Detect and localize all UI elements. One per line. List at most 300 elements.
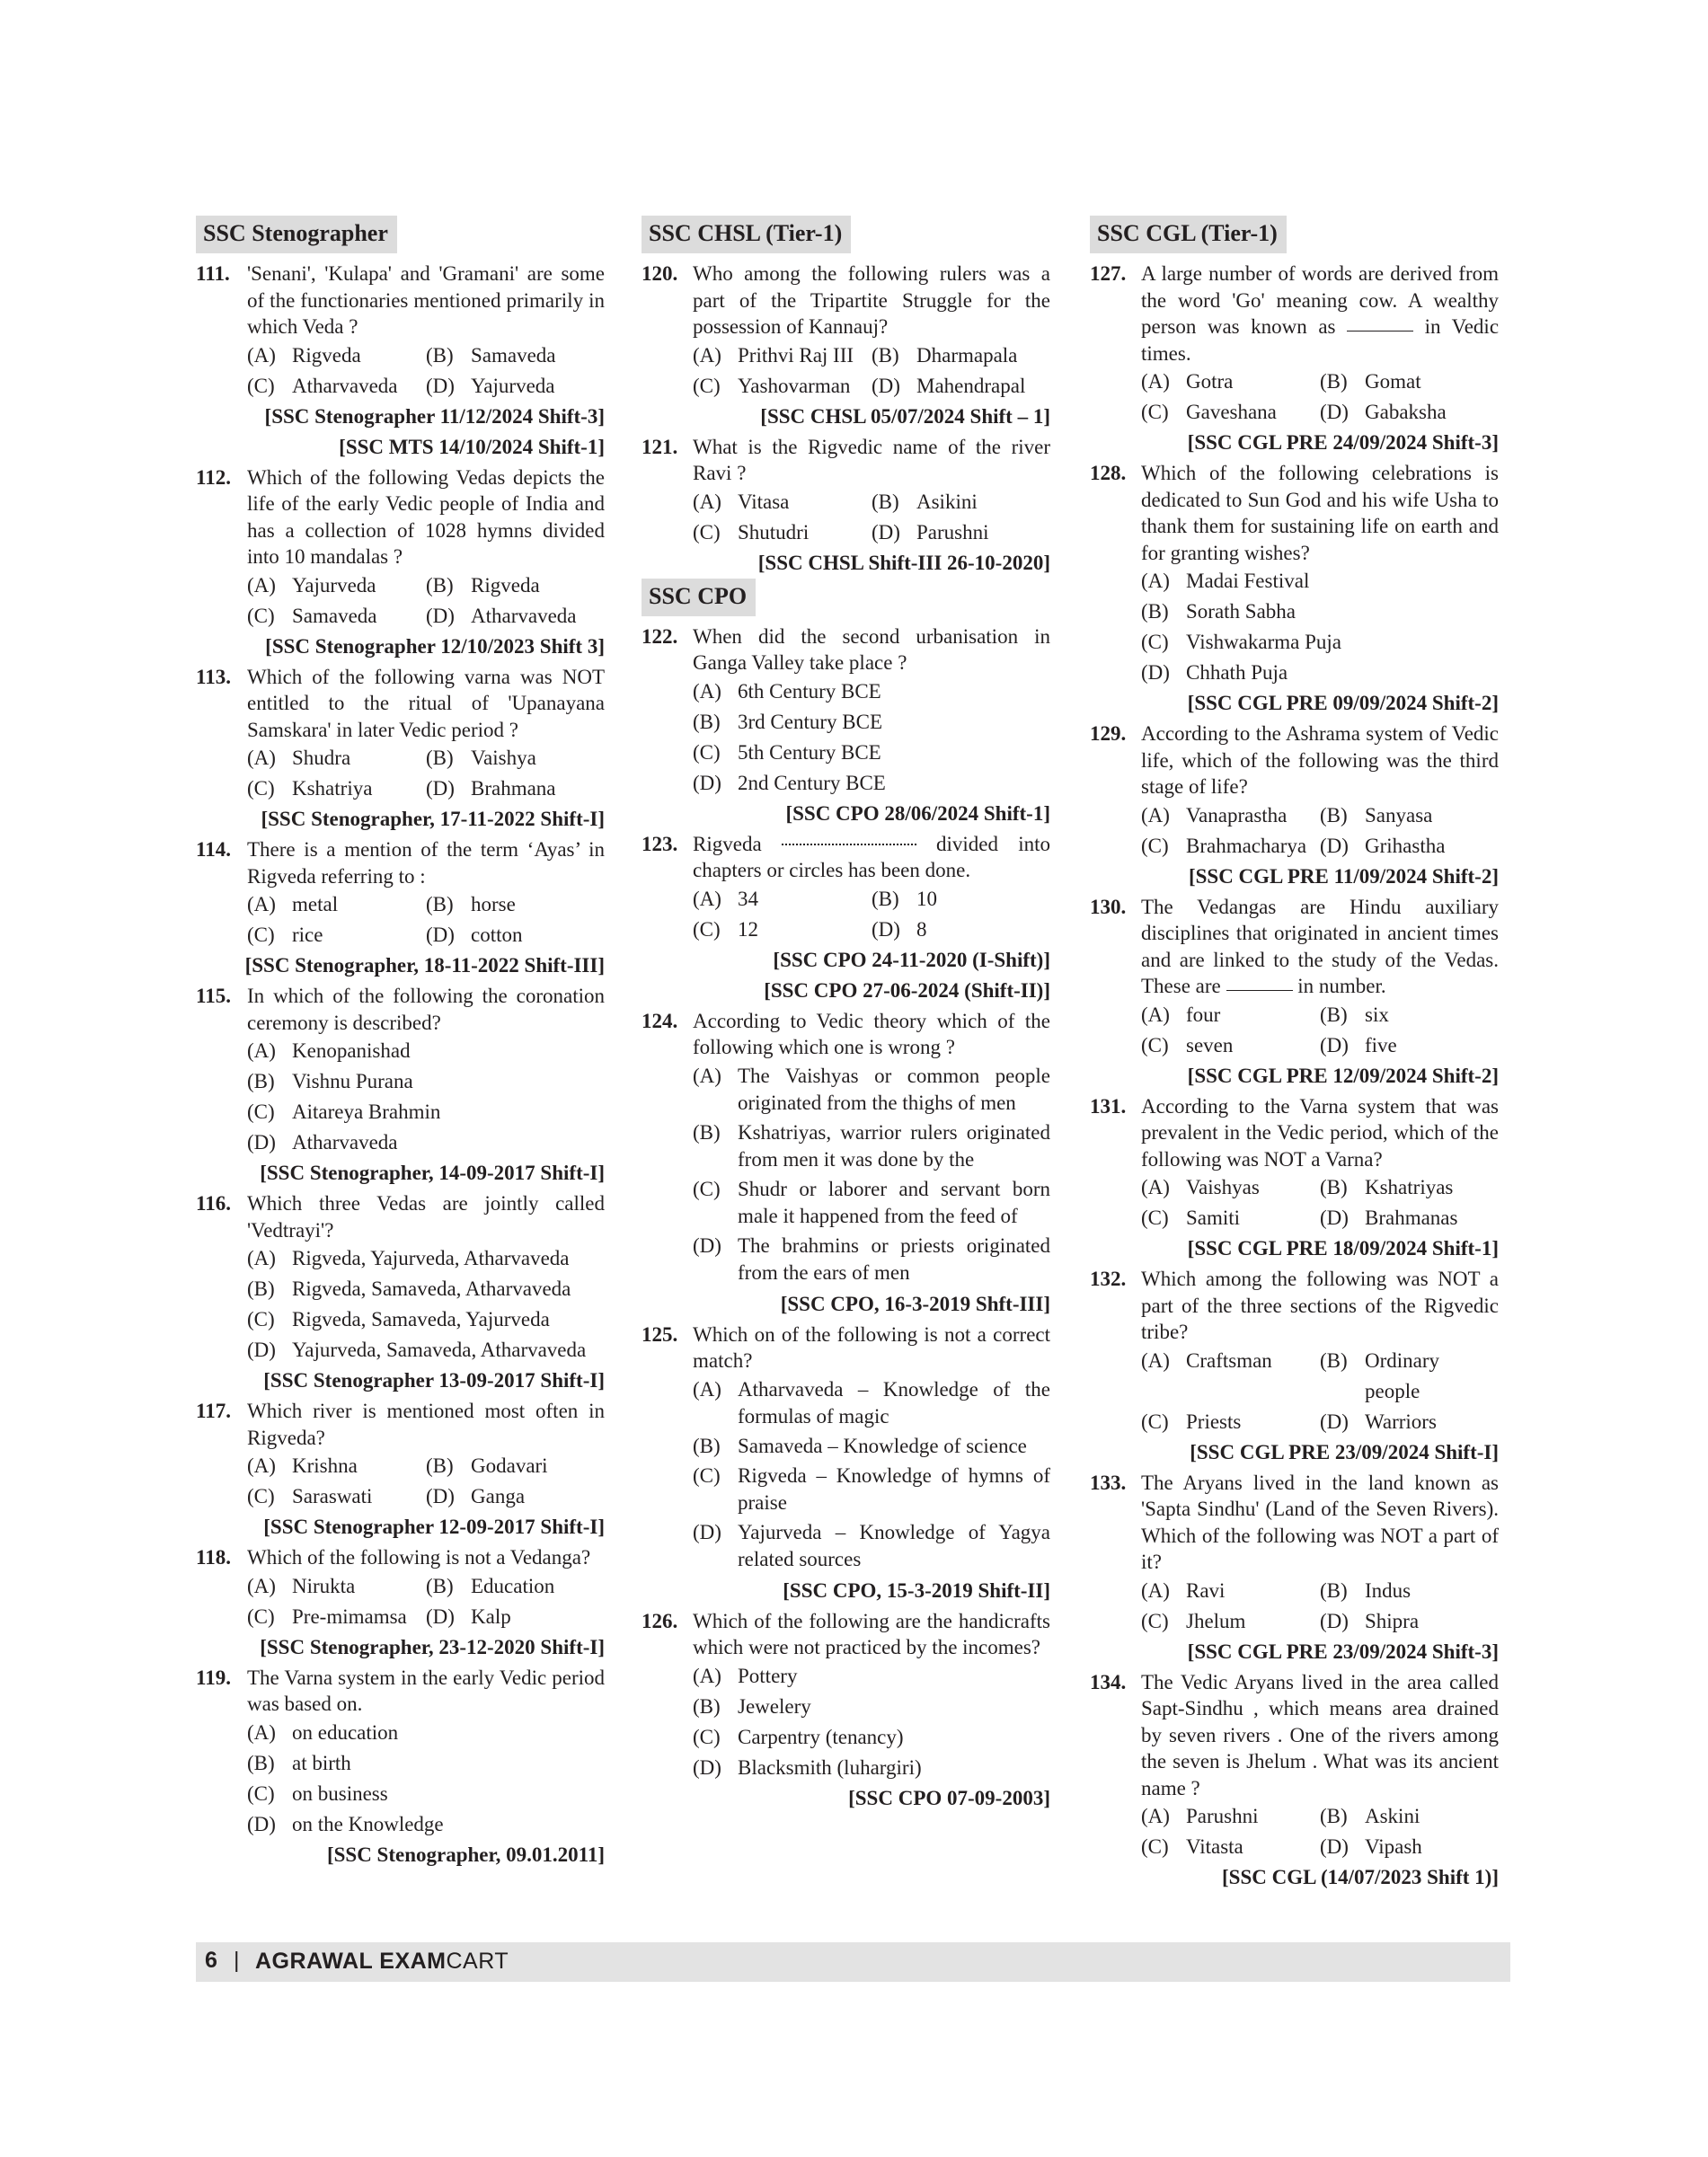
option-text: Brahmanas: [1365, 1207, 1458, 1229]
option-text: Samiti: [1186, 1207, 1241, 1229]
option-letter: (B): [1320, 1578, 1348, 1602]
question-text: There is a mention of the term ‘Ayas’ in Rigveda referring to :: [247, 838, 605, 888]
option-text: six: [1365, 1003, 1389, 1026]
option-row: [1141, 627, 1499, 658]
option-text: on education: [292, 1720, 399, 1744]
option-text: 12: [738, 917, 758, 941]
option: [247, 1779, 388, 1809]
option: [693, 1692, 811, 1722]
question: [196, 1665, 605, 1718]
question: [1090, 1470, 1499, 1576]
question-block: [1090, 460, 1499, 719]
option-row: [693, 487, 1050, 517]
option-letter: (D): [1320, 1835, 1349, 1858]
option-row: [247, 1779, 605, 1809]
question-number: 130.: [1090, 895, 1127, 918]
option-row: [693, 1692, 1050, 1722]
option-text: Godavari: [471, 1454, 548, 1477]
option-text: Priests: [1186, 1410, 1242, 1433]
question: [642, 623, 1050, 676]
option-text: Vaishya: [471, 747, 536, 769]
option-letter: (B): [247, 1751, 275, 1774]
option-text: Vanaprastha: [1186, 803, 1288, 827]
question-number: 134.: [1090, 1670, 1127, 1693]
option-letter: (C): [1141, 631, 1169, 653]
option-letter: (A): [693, 1664, 721, 1687]
option: [872, 915, 1050, 945]
question-text: Which three Vedas are jointly called 'Vedtrayi'?: [247, 1192, 605, 1242]
option-letter: (C): [1141, 1609, 1169, 1632]
option-row: [247, 1304, 605, 1335]
option: [426, 1602, 605, 1632]
option-letter: (A): [1141, 370, 1170, 393]
options: [1141, 1346, 1499, 1437]
question: [196, 1544, 605, 1571]
option-letter: (D): [1320, 1033, 1349, 1056]
option-letter: (A): [1141, 570, 1170, 592]
option: [247, 601, 426, 632]
option: [1141, 397, 1320, 428]
options: [693, 1063, 1050, 1286]
option-row: [247, 1571, 605, 1602]
option-letter: (B): [426, 343, 454, 367]
option: [693, 1063, 1050, 1117]
option-text: 5th Century BCE: [738, 740, 881, 764]
option-letter: (B): [1320, 1176, 1348, 1198]
option-letter: (C): [693, 917, 721, 941]
option: [426, 570, 605, 601]
option-letter: (B): [693, 1120, 721, 1144]
question-number: 116.: [196, 1192, 231, 1215]
option-letter: (B): [1141, 600, 1169, 623]
option-letter: (C): [1141, 1410, 1169, 1433]
option-letter: (D): [1320, 1609, 1349, 1632]
option-text: Kshatriyas, warrior rulers originated from men it was done by the: [738, 1120, 1050, 1171]
option-letter: (D): [426, 1485, 455, 1507]
question-block: [196, 1190, 605, 1396]
option: [872, 517, 1050, 548]
option-letter: (B): [1320, 1003, 1348, 1026]
section-heading: SSC CPO: [642, 579, 756, 616]
option: [247, 1451, 426, 1481]
option-letter: (A): [247, 1454, 276, 1477]
options: [1141, 1801, 1499, 1862]
question-block: [1090, 1470, 1499, 1667]
option-text: 34: [738, 887, 758, 910]
option-text: Education: [471, 1574, 555, 1597]
option-text: Vitasta: [1186, 1835, 1243, 1858]
option-text: Nirukta: [292, 1574, 356, 1597]
option: [1320, 1203, 1499, 1233]
question-block: [1090, 1266, 1499, 1468]
option: [247, 889, 426, 920]
option-row: [693, 768, 1050, 799]
option-text: rice: [292, 924, 323, 946]
section-heading: SSC CGL (Tier-1): [1090, 216, 1287, 253]
option: [426, 1571, 605, 1602]
options: [693, 1661, 1050, 1783]
option: [1320, 367, 1499, 397]
options: [693, 340, 1050, 402]
option: [247, 1274, 571, 1304]
option: [1141, 800, 1320, 831]
exam-reference: [SSC Stenographer 12/10/2023 Shift 3]: [265, 634, 605, 658]
options: [1141, 1000, 1499, 1061]
option-letter: (D): [247, 1131, 276, 1154]
option-letter: (B): [426, 893, 454, 915]
option-text: Yajurveda: [471, 374, 555, 397]
option-text: Gotra: [1186, 370, 1234, 393]
option: [1141, 627, 1341, 658]
question-text: Which among the following was NOT a part of the three sections of the Rigvedic tribe?: [1141, 1268, 1499, 1343]
question-text: Which of the following is not a Vedanga?: [247, 1546, 591, 1569]
option-text: 3rd Century BCE: [738, 710, 882, 733]
options: [247, 1243, 605, 1366]
option: [247, 1243, 570, 1274]
question-block: [196, 1665, 605, 1870]
option: [1141, 1203, 1320, 1233]
option-row: [1141, 597, 1499, 627]
option-letter: (C): [1141, 1835, 1169, 1858]
option: [247, 1809, 444, 1840]
option: [247, 1602, 426, 1632]
option: [1141, 1172, 1320, 1203]
option-letter: (D): [1141, 661, 1170, 684]
option-text: Aitareya Brahmin: [292, 1101, 441, 1123]
option-text: Prithvi Raj III: [738, 343, 854, 367]
option-letter: (C): [247, 1101, 275, 1123]
option-text: Gaveshana: [1186, 401, 1277, 423]
question-number: 111.: [196, 262, 230, 285]
question-block: [196, 664, 605, 835]
option-text: Dharmapala: [916, 343, 1018, 367]
option: [247, 371, 426, 402]
question-text: Which of the following celebrations is dedicated to Sun God and his wife Usha to thank them for sustaining life on earth and for granting wishes?: [1141, 462, 1499, 564]
exam-reference: [SSC CGL PRE 11/09/2024 Shift-2]: [1188, 864, 1499, 888]
option-letter: (D): [1320, 834, 1349, 857]
option: [693, 1376, 1050, 1430]
option-row: [693, 340, 1050, 371]
option-text: Samaveda: [292, 604, 377, 627]
option: [1141, 1407, 1320, 1437]
question: [1090, 261, 1499, 367]
option-letter: (A): [1141, 1805, 1170, 1827]
options: [693, 1376, 1050, 1573]
option-letter: (D): [693, 771, 721, 794]
option-row: [1141, 1606, 1499, 1637]
option: [693, 676, 881, 707]
option-letter: (B): [872, 343, 899, 367]
option-text: Rigveda: [292, 343, 361, 367]
option-letter: (A): [247, 1574, 276, 1597]
exam-reference: [SSC Stenographer 13-09-2017 Shift-I]: [263, 1369, 605, 1392]
question-number: 118.: [196, 1546, 231, 1569]
option: [247, 340, 426, 371]
question-block: [642, 1008, 1050, 1320]
option-letter: (D): [426, 374, 455, 397]
question: [1090, 1669, 1499, 1802]
option-row: [693, 676, 1050, 707]
exam-reference: [SSC MTS 14/10/2024 Shift-1]: [339, 435, 605, 458]
question-text: The Aryans lived in the land known as 'Sapta Sindhu' (Land of the Seven Rivers). Which of the following was NOT a part of it?: [1141, 1471, 1499, 1573]
option-text: Ordinary people: [1365, 1348, 1440, 1402]
question-number: 133.: [1090, 1471, 1127, 1494]
option-row: [247, 1718, 605, 1748]
option-letter: (C): [247, 374, 275, 397]
option-text: on business: [292, 1781, 388, 1805]
option-text: Parushni: [1186, 1805, 1259, 1827]
option: [247, 1748, 351, 1779]
option-row: [247, 1809, 605, 1840]
column-2: [642, 216, 1050, 1814]
exam-reference: [SSC Stenographer, 18-11-2022 Shift-III]: [244, 954, 605, 977]
options: [693, 487, 1050, 548]
question-text: The Varna system in the early Vedic period was based on.: [247, 1666, 605, 1715]
column-1: [196, 216, 605, 1870]
option-text: on the Knowledge: [292, 1812, 444, 1835]
option-text: Kalp: [471, 1604, 511, 1628]
option-row: [247, 1274, 605, 1304]
question-text: [693, 831, 1050, 884]
option: [1141, 1346, 1320, 1407]
option-letter: (C): [247, 1485, 275, 1507]
option: [247, 1335, 586, 1366]
option: [1320, 1801, 1499, 1832]
option: [1320, 800, 1499, 831]
option-letter: (D): [693, 1520, 721, 1543]
option: [247, 1036, 411, 1066]
option-text: Atharvaveda – Knowledge of the formulas of magic: [738, 1377, 1050, 1428]
option-letter: (A): [693, 343, 721, 367]
option-letter: (C): [247, 777, 275, 800]
option: [693, 517, 872, 548]
option-row: [247, 774, 605, 804]
exam-reference: [SSC Stenographer, 17-11-2022 Shift-I]: [261, 808, 605, 830]
question-text: Who among the following rulers was a part of the Tripartite Struggle for the possession of Kannauj?: [693, 262, 1050, 338]
option-row: [693, 707, 1050, 738]
question: [196, 983, 605, 1036]
option: [426, 889, 605, 920]
option-letter: (A): [1141, 1348, 1170, 1372]
exam-reference: [SSC Stenographer, 23-12-2020 Shift-I]: [260, 1635, 605, 1658]
option-row: [693, 517, 1050, 548]
options: [247, 743, 605, 804]
question-text: According to the Ashrama system of Vedic life, which of the following was the third stage of life?: [1141, 722, 1499, 798]
option-text: Warriors: [1365, 1410, 1437, 1433]
option-letter: (B): [1320, 1348, 1348, 1372]
option-row: [693, 915, 1050, 945]
option: [1141, 566, 1309, 597]
option-text: Jhelum: [1186, 1609, 1246, 1632]
option: [247, 1127, 398, 1158]
option: [872, 371, 1050, 402]
question: [642, 434, 1050, 487]
page-number: 6: [205, 1948, 217, 1973]
option: [693, 768, 886, 799]
option: [693, 340, 872, 371]
option-text: Gabaksha: [1365, 401, 1447, 423]
question: [196, 1398, 605, 1451]
question-block: [196, 464, 605, 662]
option-text: five: [1365, 1033, 1397, 1056]
option: [247, 774, 426, 804]
question-block: [1090, 720, 1499, 892]
exam-reference: [SSC CHSL 05/07/2024 Shift – 1]: [760, 404, 1050, 428]
option-row: [693, 884, 1050, 915]
option-row: [693, 1722, 1050, 1753]
option: [693, 1722, 904, 1753]
option-letter: (D): [426, 1604, 455, 1628]
option-row: [1141, 1346, 1499, 1407]
option-row: [693, 738, 1050, 768]
question-block: [196, 983, 605, 1189]
question-number: 132.: [1090, 1268, 1127, 1290]
question-number: 129.: [1090, 722, 1127, 745]
option-row: [1141, 1172, 1499, 1203]
option-letter: (B): [1320, 803, 1348, 827]
option: [426, 774, 605, 804]
option: [1320, 831, 1499, 862]
option: [693, 1519, 1050, 1573]
question-text: Which on of the following is not a correct match?: [693, 1322, 1050, 1372]
option: [247, 743, 426, 774]
option-row: [247, 1097, 605, 1127]
option: [426, 1451, 605, 1481]
option-text: Ganga: [471, 1485, 526, 1507]
options: [693, 676, 1050, 799]
question: [1090, 894, 1499, 1000]
option: [1141, 1030, 1320, 1061]
exam-reference: [SSC CGL (14/07/2023 Shift 1)]: [1222, 1866, 1499, 1888]
option: [1320, 397, 1499, 428]
option-row: [693, 1661, 1050, 1692]
option-row: [247, 1335, 605, 1366]
option-text: Kshatriya: [292, 777, 373, 800]
question-number: 128.: [1090, 462, 1127, 484]
question-block: [1090, 1669, 1499, 1894]
option: [1141, 1576, 1320, 1606]
question-number: 124.: [642, 1009, 678, 1032]
question-block: [642, 261, 1050, 432]
exam-reference: [SSC Stenographer, 09.01.2011]: [326, 1843, 605, 1866]
option-row: [1141, 831, 1499, 862]
option-letter: (D): [426, 604, 455, 627]
option-text: 6th Century BCE: [738, 679, 881, 703]
option: [1141, 831, 1320, 862]
option-text: Samaveda – Knowledge of science: [738, 1434, 1027, 1457]
option-letter: (C): [1141, 401, 1169, 423]
option-letter: (C): [693, 374, 721, 397]
options: [1141, 800, 1499, 862]
option: [693, 738, 881, 768]
option: [872, 487, 1050, 517]
option-letter: (B): [872, 490, 899, 513]
option: [247, 1481, 426, 1512]
question-block: [196, 1398, 605, 1543]
option-text: Carpentry (tenancy): [738, 1725, 904, 1748]
option: [1320, 1576, 1499, 1606]
option-text: Saraswati: [292, 1485, 373, 1507]
option-letter: (B): [426, 573, 454, 597]
question-block: [196, 1544, 605, 1663]
options: [247, 889, 605, 950]
fill-blank: [1347, 331, 1413, 332]
question-text-part: Rigveda: [693, 832, 762, 855]
question-number: 120.: [642, 262, 678, 285]
options: [247, 1571, 605, 1632]
question-block: [1090, 1093, 1499, 1265]
option-text: Rigveda, Samaveda, Atharvaveda: [292, 1277, 571, 1300]
option-row: [693, 1753, 1050, 1783]
exam-reference: [SSC CGL PRE 23/09/2024 Shift-I]: [1190, 1440, 1499, 1463]
option-text: Atharvaveda: [471, 604, 577, 627]
brand-name-b: EXAM: [379, 1949, 447, 1974]
option-letter: (A): [1141, 1003, 1170, 1026]
option-text: Yajurveda, Samaveda, Atharvaveda: [292, 1339, 587, 1361]
question-text: When did the second urbanisation in Ganga Valley take place ?: [693, 624, 1050, 674]
option-letter: (A): [693, 679, 721, 703]
option: [1141, 597, 1296, 627]
option-letter: (B): [426, 747, 454, 769]
option: [1320, 1172, 1499, 1203]
option-text: The brahmins or priests originated from the ears of men: [738, 1233, 1050, 1284]
question-number: 119.: [196, 1666, 231, 1689]
exam-reference: [SSC Stenographer 12-09-2017 Shift-I]: [263, 1516, 605, 1538]
brand-logo: [255, 1949, 509, 1975]
options: [1141, 566, 1499, 688]
option-text: Asikini: [916, 490, 978, 513]
option-letter: (C): [247, 1604, 275, 1628]
options: [1141, 1172, 1499, 1233]
option-text: Yajurveda: [292, 573, 376, 597]
option: [693, 707, 882, 738]
option-row: [1141, 367, 1499, 397]
option-letter: (C): [693, 1725, 721, 1748]
options: [247, 1451, 605, 1512]
question-text-part: The Vedangas are Hindu auxiliary disciplines that originated in ancient times and are linked to the study of the Vedas. These are: [1141, 895, 1499, 997]
option-letter: (D): [693, 1755, 721, 1779]
exam-reference: [SSC CGL PRE 12/09/2024 Shift-2]: [1187, 1064, 1499, 1087]
option-row: [247, 340, 605, 371]
question: [1090, 720, 1499, 800]
option: [1141, 1801, 1320, 1832]
option-text: Jewelery: [738, 1694, 811, 1718]
option: [1320, 1030, 1499, 1061]
options: [247, 1718, 605, 1840]
option-row: [247, 1748, 605, 1779]
section-heading: SSC CHSL (Tier-1): [642, 216, 851, 253]
option: [1320, 1000, 1499, 1030]
option: [1320, 1346, 1499, 1407]
exam-reference: [SSC CHSL Shift-III 26-10-2020]: [757, 551, 1050, 574]
option-text: Shudr or laborer and servant born male it happened from the feed of: [738, 1177, 1050, 1227]
option-letter: (C): [247, 1781, 275, 1805]
column-3: [1090, 216, 1499, 1893]
option-letter: (B): [247, 1070, 275, 1092]
option-text: Yashovarman: [738, 374, 851, 397]
question-text: Which of the following are the handicrafts which were not practiced by the incomes?: [693, 1609, 1050, 1658]
option: [247, 1718, 398, 1748]
option-letter: (D): [1320, 1207, 1349, 1229]
option-row: [247, 1451, 605, 1481]
option-row: [247, 1243, 605, 1274]
option: [1141, 1000, 1320, 1030]
option-letter: (B): [1320, 370, 1348, 393]
option-text: Vitasa: [738, 490, 790, 513]
option-letter: (D): [426, 777, 455, 800]
option: [693, 1661, 797, 1692]
option-letter: (C): [693, 520, 721, 544]
